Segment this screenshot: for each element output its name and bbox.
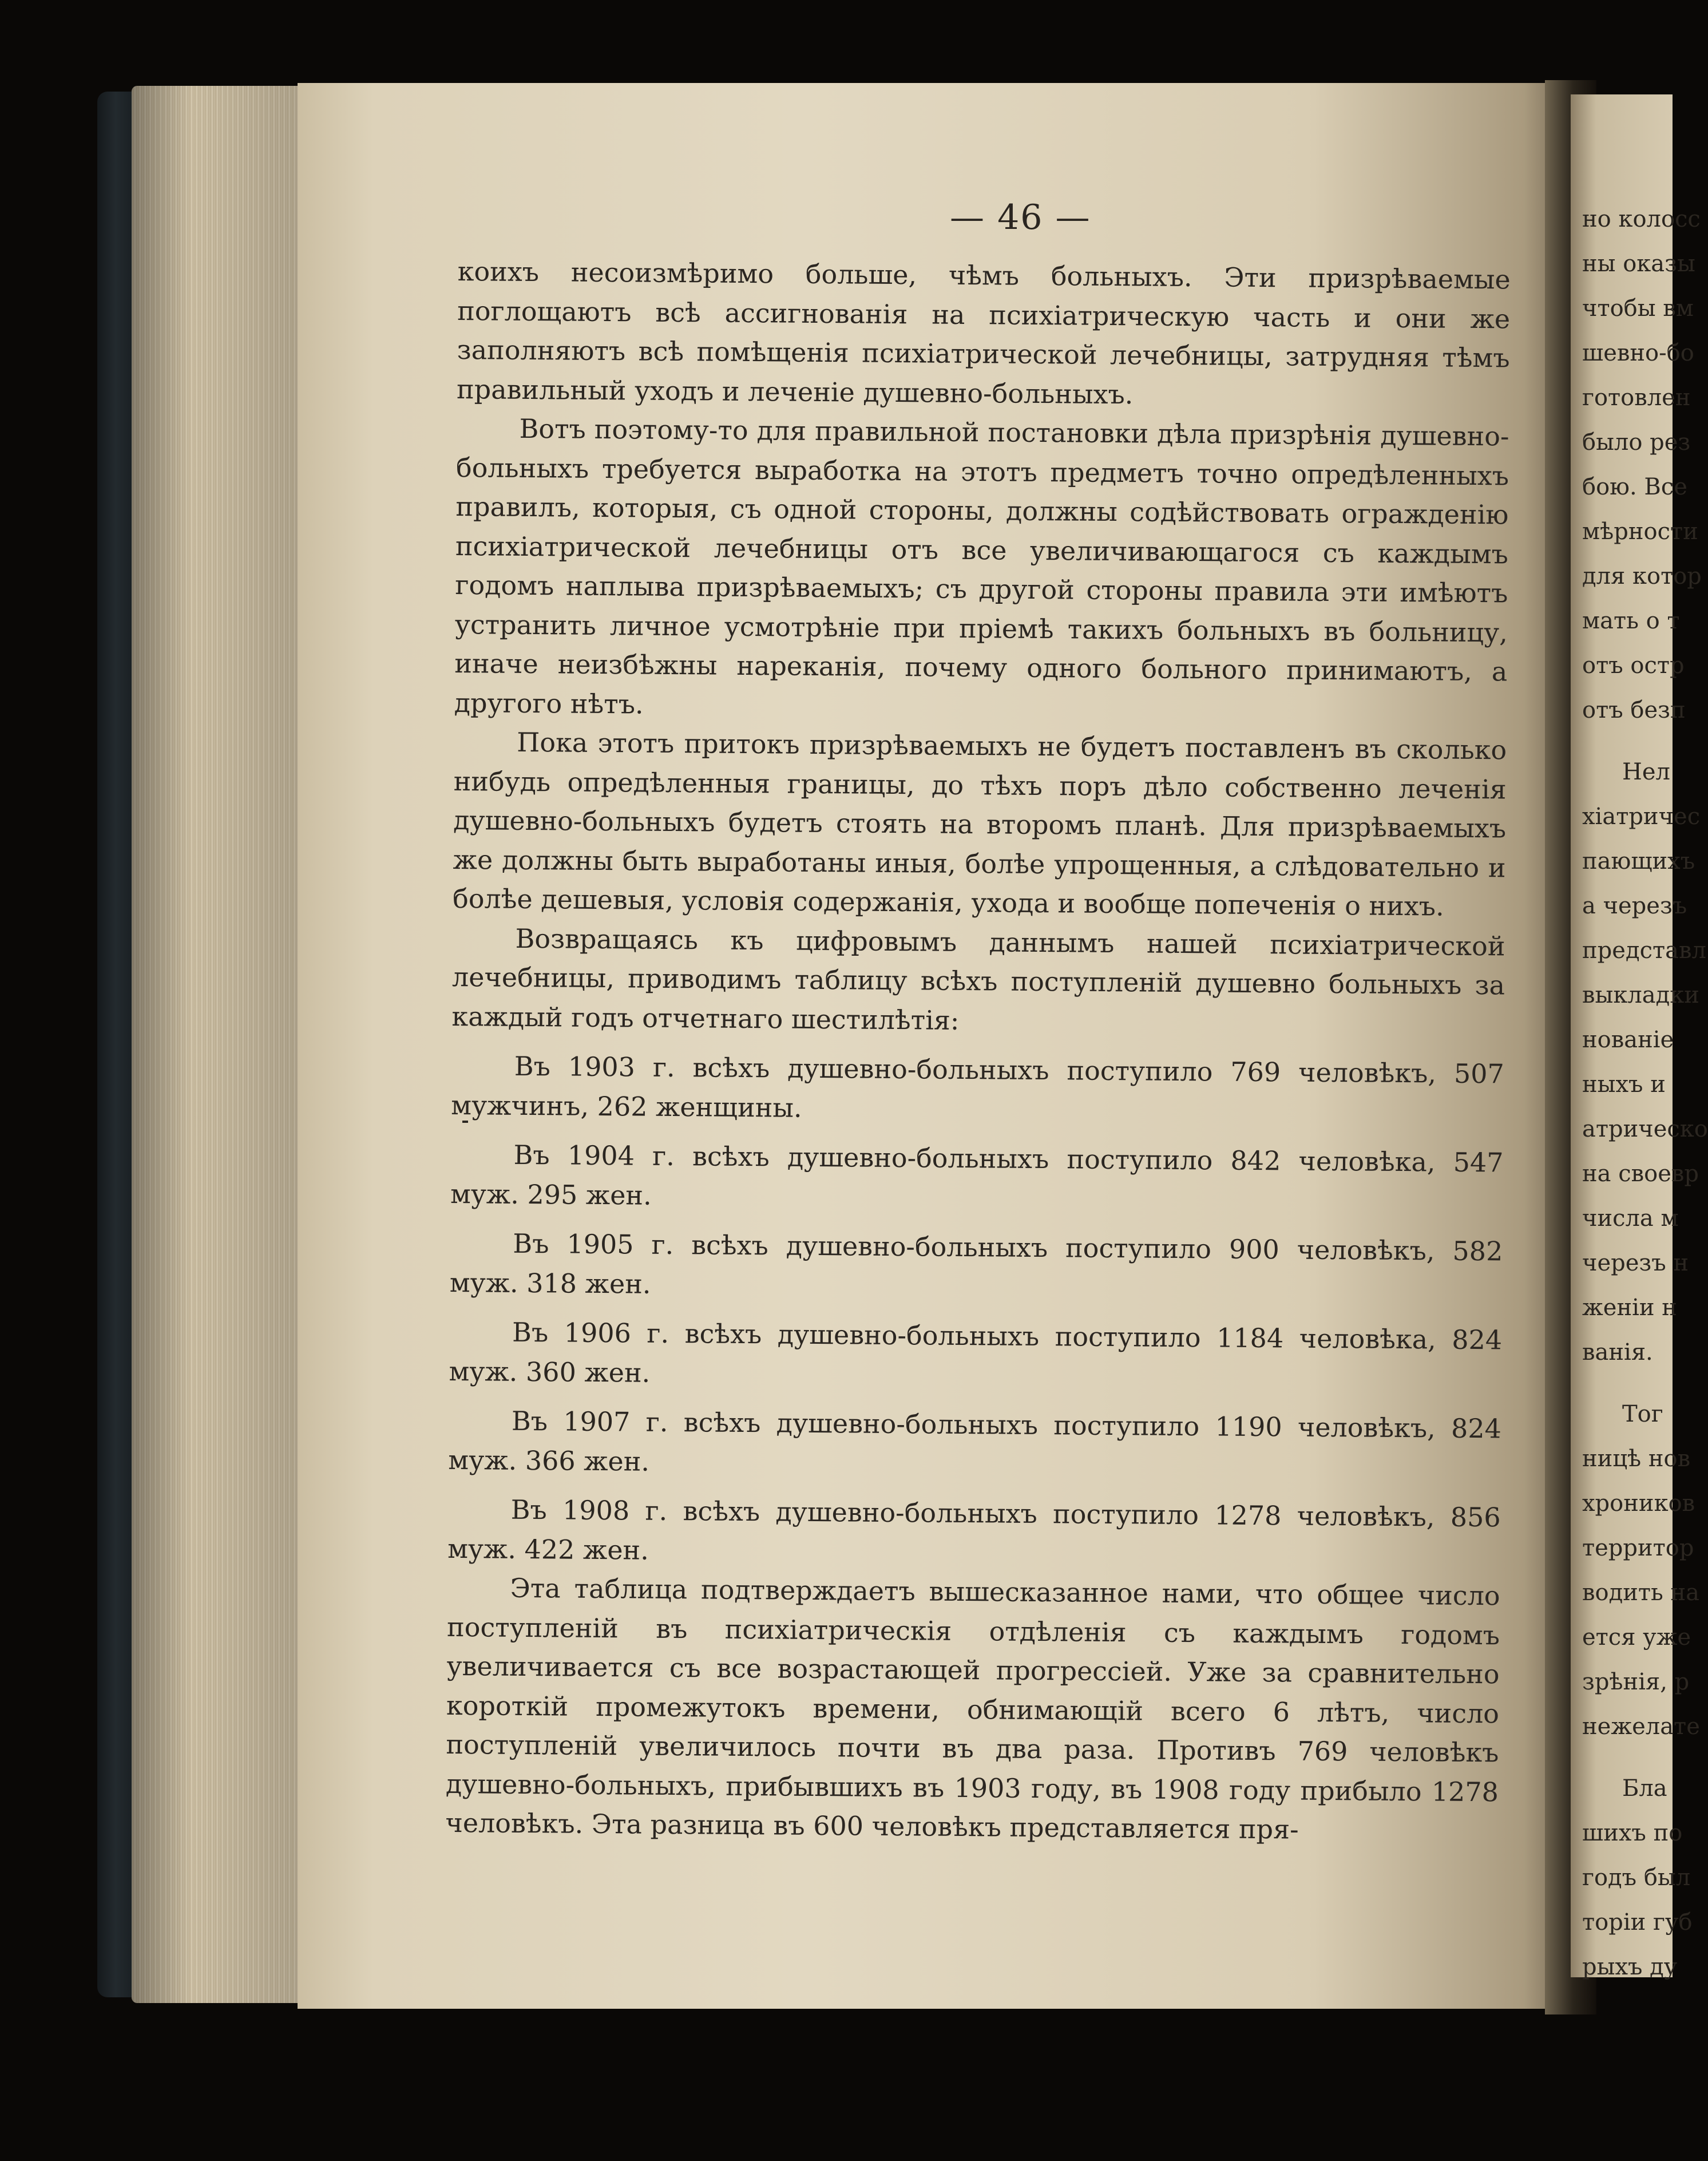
right-page-line: годъ был bbox=[1582, 1865, 1691, 1891]
right-page-line: хроников bbox=[1582, 1490, 1695, 1517]
right-page-edge bbox=[1571, 94, 1708, 1980]
right-page-line: Нел bbox=[1622, 759, 1670, 785]
right-page-line: на своевр bbox=[1582, 1161, 1699, 1187]
right-page-line: чтобы вм bbox=[1582, 295, 1694, 322]
paragraph-3: Пока этотъ притокъ призрѣваемыхъ не будетъ поставленъ въ сколько нибудь опредѣленныя границы, до тѣхъ поръ дѣло собственно леченія душевно-больныхъ будетъ стоять на второмъ планѣ. Для призрѣваемыхъ же должны быть выработаны иныя, болѣе упрощенныя, а слѣдовательно и болѣе дешевыя, условія содержанія, ухода и вообще попеченія о нихъ. bbox=[452, 726, 1507, 922]
right-page-line: атрическо bbox=[1582, 1116, 1708, 1142]
right-page-line: выкладки bbox=[1582, 982, 1699, 1008]
page-number: — 46 — bbox=[950, 197, 1091, 238]
entry-1904: Въ 1904 г. всѣхъ душевно-больныхъ поступило 842 человѣка, 547 муж. 295 жен. bbox=[450, 1139, 1504, 1211]
right-page-line: для котор bbox=[1582, 563, 1702, 589]
right-page-line: черезъ н bbox=[1582, 1250, 1689, 1276]
right-page-line: женіи н bbox=[1582, 1295, 1677, 1321]
right-page-line: ванія. bbox=[1582, 1339, 1653, 1366]
right-page-line: шихъ по bbox=[1582, 1820, 1683, 1846]
right-page-line: было рез bbox=[1582, 429, 1691, 456]
paragraph-4: Возвращаясь къ цифровымъ даннымъ нашей психіатрической лечебницы, приводимъ таблицу всѣхъ поступленій душевно больныхъ за каждый годъ отчетнаго шестилѣтія: bbox=[451, 923, 1505, 1036]
right-page-line: а черезъ bbox=[1582, 893, 1687, 919]
paragraph-2: Вотъ поэтому-то для правильной постановки дѣла призрѣнія душевно-больныхъ требуется выработка на этотъ предметъ точно опредѣленныхъ правилъ, которыя, съ одной стороны, должны содѣйствовать огражденію психіатрической лечебницы отъ все увеличивающагося съ каждымъ годомъ наплыва призрѣваемыхъ; съ другой стороны правила эти имѣютъ устранить личное усмотрѣніе при пріемѣ такихъ больныхъ въ больницу, иначе неизбѣжны нареканія, почему одного больного принимаютъ, а другого нѣтъ. bbox=[454, 413, 1509, 720]
right-page-line: ницѣ нов bbox=[1582, 1446, 1691, 1472]
right-page-line: пающихъ bbox=[1582, 848, 1695, 874]
right-page-line: отъ остр bbox=[1582, 652, 1685, 679]
entry-1903: Въ 1903 г. всѣхъ душевно-больныхъ поступило 769 человѣкъ, 507 мужчинъ, 262 женщины. bbox=[451, 1050, 1504, 1123]
entry-1908: Въ 1908 г. всѣхъ душевно-больныхъ поступило 1278 человѣкъ, 856 муж. 422 жен. bbox=[447, 1494, 1501, 1566]
right-page-line: мѣрности bbox=[1582, 519, 1698, 545]
right-page-line: Бла bbox=[1622, 1775, 1667, 1802]
right-page-line: ны оказы bbox=[1582, 251, 1695, 277]
right-page-line: шевно-бо bbox=[1582, 340, 1694, 366]
right-page-line: но колосс bbox=[1582, 206, 1701, 232]
right-page-line: рыхъ ду bbox=[1582, 1954, 1678, 1980]
right-page-line: Тог bbox=[1622, 1401, 1663, 1427]
right-page-line: отъ безп bbox=[1582, 697, 1686, 723]
closing-paragraph: Эта таблица подтверждаетъ вышесказанное нами, что общее число поступленій въ психіатрическія отдѣленія съ каждымъ годомъ увеличивается съ все возрастающей прогрессіей. Уже за сравнительно короткій промежутокъ времени, обнимающій всего 6 лѣтъ, число поступленій увеличилось почти въ два раза. Противъ 769 человѣкъ душевно-больныхъ, прибывшихъ въ 1903 году, въ 1908 году прибыло 1278 человѣкъ. Эта разница въ 600 человѣкъ представляется пря- bbox=[445, 1572, 1500, 1845]
entry-1906: Въ 1906 г. всѣхъ душевно-больныхъ поступило 1184 человѣка, 824 муж. 360 жен. bbox=[449, 1316, 1503, 1388]
right-page-line: хіатричес bbox=[1582, 804, 1701, 830]
page-stack-shadow bbox=[132, 86, 303, 2003]
right-page-line: торіи губ bbox=[1582, 1909, 1693, 1936]
right-page-line: готовлен bbox=[1582, 385, 1691, 411]
right-page-line: представл bbox=[1582, 937, 1706, 964]
paragraph-1: коихъ несоизмѣримо больше, чѣмъ больныхъ. Эти призрѣваемые поглощаютъ всѣ ассигнованія на психіатрическую часть и они же заполняютъ всѣ помѣщенія психіатрической лечебницы, затрудняя тѣмъ правильный уходъ и леченіе душевно-больныхъ. bbox=[456, 255, 1511, 410]
right-page-line: зрѣнія, р bbox=[1582, 1669, 1690, 1695]
page-body bbox=[445, 252, 1511, 1851]
right-page-line: водить на bbox=[1582, 1580, 1700, 1606]
right-page-line: нежелате bbox=[1582, 1713, 1700, 1740]
right-page-line: территор bbox=[1582, 1535, 1694, 1561]
right-page-line: ется уже bbox=[1582, 1624, 1691, 1651]
right-page-line: ныхъ и bbox=[1582, 1071, 1666, 1098]
entry-1905: Въ 1905 г. всѣхъ душевно-больныхъ поступило 900 человѣкъ, 582 муж. 318 жен. bbox=[449, 1228, 1503, 1300]
right-page-line: мать о т bbox=[1582, 608, 1680, 634]
right-page-line: числа м bbox=[1582, 1205, 1679, 1232]
right-page-line: нованіе bbox=[1582, 1027, 1674, 1053]
entry-1907: Въ 1907 г. всѣхъ душевно-больныхъ поступило 1190 человѣкъ, 824 муж. 366 жен. bbox=[448, 1405, 1502, 1477]
right-page-line: бою. Все bbox=[1582, 474, 1687, 500]
